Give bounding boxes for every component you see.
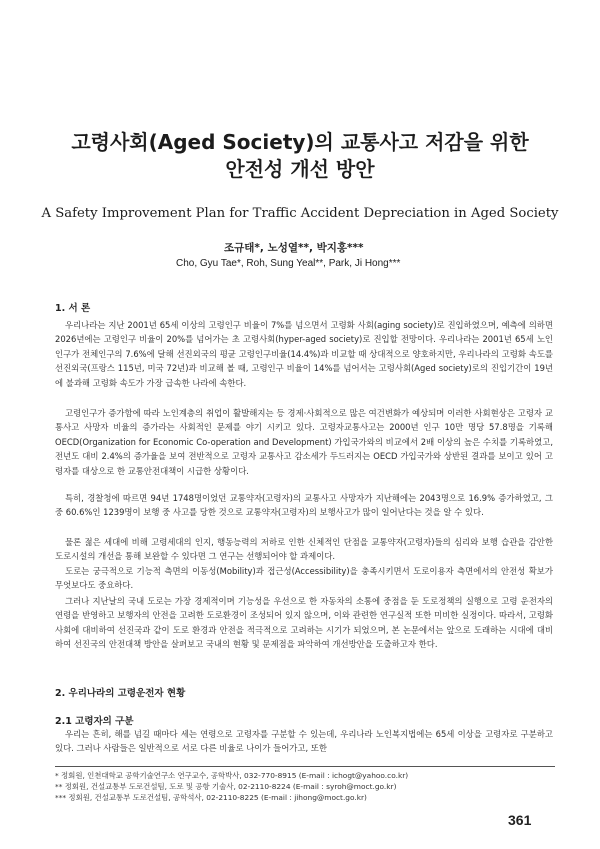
intro-paragraph-4: 물론 젊은 세대에 비해 고령세대의 인지, 행동능력의 저하로 인한 신체적인 단점을 교통약자(고령자)들의 심리와 보행 습관을 감안한 도로시설의 개선을 통해 보완할 수 있다면 그 연구는 선행되어야 할 과제이다. [55,537,553,562]
intro-paragraph-5: 도로는 궁극적으로 기능적 측면의 이동성(Mobility)과 접근성(Accessibility)을 충족시키면서 도로이용자 측면에서의 안전성 확보가 무엇보다도 중요하다. [55,566,553,591]
footnotes [55,770,555,803]
intro-paragraph-6: 그러나 지난날의 국내 도로는 가장 경제적이며 기능성을 우선으로 한 자동차의 소통에 중점을 둔 도로정책의 실행으로 고령 운전자의 연령을 반영하고 보행자의 안전을 고려한 도로환경이 조성되어 있지 않으며, 이와 관련한 연구실적 또한 미비한 실정이다. 따라서, 고령화 사회에 대비하여 선진국과 같이 도로 환경과 안전을 적극적으로 고려하는 시기가 되었으며, 본 논문에서는 앞으로 도래하는 시대에 대비하여 선진국의 안전대책 방안을 살펴보고 국내의 현황 및 문제점을 파악하여 개선방안을 도출하고자 한다. [55,596,553,650]
authors-korean: 조규태*, 노성열**, 박지홍*** [224,242,364,254]
section-2-1-paragraph: 우리는 흔히, 해를 넘길 때마다 세는 연령으로 고령자를 구분할 수 있는데, 우리나라 노인복지법에는 65세 이상을 고령자로 구분하고 있다. 그러나 사람들은 일반적으로 서로 다른 비율로 나이가 들어가고, 또한 [55,729,553,754]
title-line-1: 고령사회(Aged Society)의 교통사고 저감을 위한 [71,130,529,154]
section-2-1-heading: 2.1 고령자의 구분 [55,716,134,727]
footnote-2: ** 정회원, 건설교통부 도로건설팀, 도로 및 공항 기술사, 02-2110-8224 (E-mail : syroh@moct.go.kr) [55,782,397,791]
page-number: 361 [508,812,532,828]
section-2-heading: 2. 우리나라의 고령운전자 현황 [55,688,186,699]
authors-english: Cho, Gyu Tae*, Roh, Sung Yeal**, Park, Ji Hong*** [176,258,401,269]
footnote-divider [55,766,555,767]
section-1-heading: 1. 서 론 [55,303,91,314]
english-title: A Safety Improvement Plan for Traffic Accident Depreciation in Aged Society [41,206,559,221]
intro-paragraph-3: 특히, 경찰청에 따르면 94년 1748명이었던 교통약자(고령자)의 교통사고 사망자가 지난해에는 2043명으로 16.9% 증가하였고, 그 중 60.6%인 1239명이 보행 중 사고를 당한 것으로 교통약자(고령자)의 보행사고가 많이 일어난다는 것을 알 수 있다. [55,493,553,518]
title-line-2: 안전성 개선 방안 [225,157,375,181]
footnote-3: *** 정회원, 건설교통부 도로건설팀, 공학석사, 02-2110-8225 (E-mail : jihong@moct.go.kr) [55,793,367,802]
footnote-1: * 정회원, 인천대학교 공학기술연구소 연구교수, 공학박사, 032-770-8915 (E-mail : ichogt@yahoo.co.kr) [55,771,409,780]
intro-paragraph-2: 고령인구가 증가함에 따라 노인계층의 취업이 활발해지는 등 경제·사회적으로 많은 여건변화가 예상되며 이러한 사회현상은 고령자 교통사고 사망자 비율의 증가라는 사회적인 문제를 야기 시키고 있다. 고령자교통사고는 2000년 인구 10만 명당 57.8명을 기록해 OECD(Organization for Economic Co-operation and Development) 가입국가와의 비교에서 2배 이상의 높은 수치를 기록하였고, 전년도 대비 2.4%의 증가율을 보여 전반적으로 고령자 교통사고 감소세가 두드러지는 OECD 가입국가와 상반된 결과를 보이고 있어 고령자를 대상으로 한 교통안전대책이 시급한 상황이다. [55,408,553,476]
intro-paragraph-1: 우리나라는 지난 2001년 65세 이상의 고령인구 비율이 7%를 넘으면서 고령화 사회(aging society)로 진입하였으며, 예측에 의하면 2026년에는 고령인구 비율이 20%를 넘어가는 초 고령사회(hyper-aged society)로 진입할 전망이다. 우리나라는 2001년 65세 노인인구가 전체인구의 7.6%에 달해 선진외국의 평균 고령인구비율(14.4%)과 비교할 때 상대적으로 양호하지만, 우리나라의 고령화 속도를 선진외국(프랑스 115년, 미국 72년)과 비교해 볼 때, 고령인구 비율이 14%를 넘어서는 고령사회(Aged society)로의 진입기간이 19년에 불과해 고령화 속도가 가장 급속한 나라에 속한다. [55,320,553,388]
